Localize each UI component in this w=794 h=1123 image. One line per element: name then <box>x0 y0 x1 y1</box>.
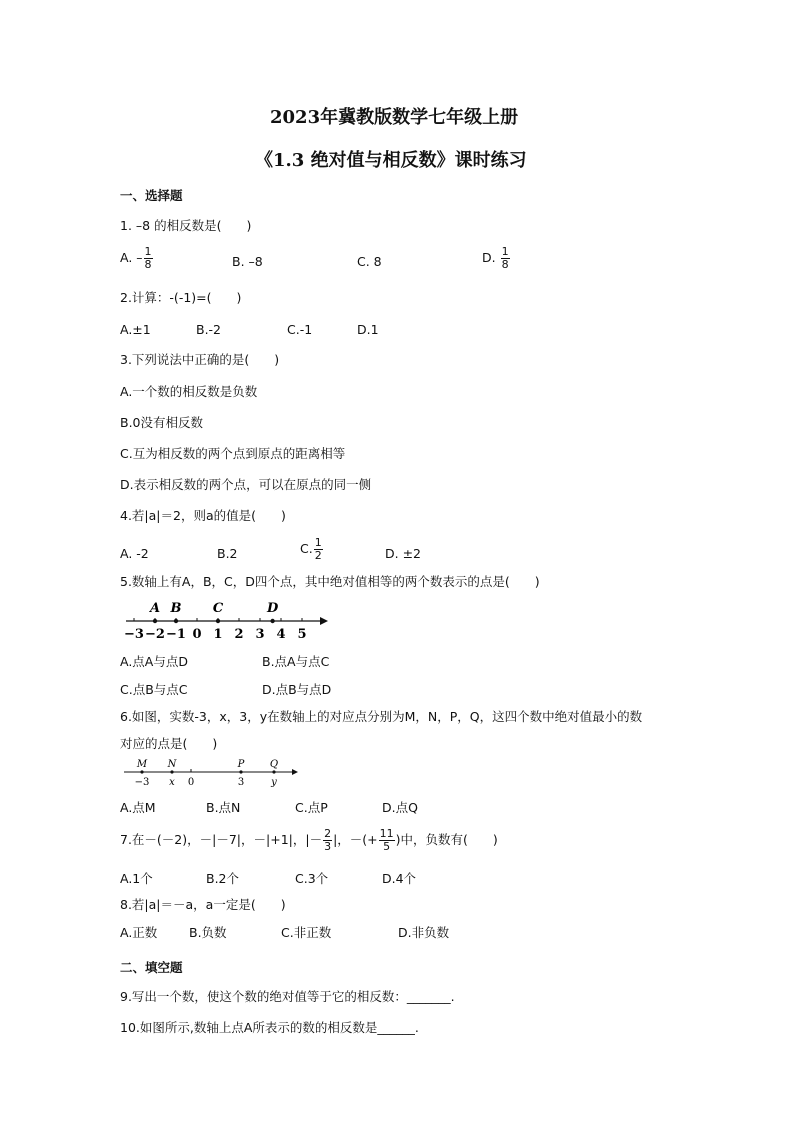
point-label: B <box>170 601 182 616</box>
q3-option-a: A.一个数的相反数是负数 <box>120 384 258 399</box>
q7-stem-end: )中，负数有( ) <box>395 832 498 847</box>
q1-option-d <box>482 246 511 271</box>
q2-option-b: B.-2 <box>196 322 222 337</box>
q1-option-a-fraction <box>144 246 153 271</box>
point-label: A <box>149 601 161 616</box>
section-fill-heading: 二、填空题 <box>120 960 183 975</box>
q5-option-d: D.点B与点D <box>262 682 332 697</box>
q3-option-b: B.0没有相反数 <box>120 415 204 430</box>
fraction-numerator: 1 <box>144 245 152 258</box>
q4-stem: 4.若|a|＝2，则a的值是( ) <box>120 508 286 523</box>
point-marker <box>153 619 157 623</box>
tick-label: 5 <box>297 627 307 642</box>
fraction-numerator: 1 <box>501 245 509 258</box>
point-label: C <box>212 601 224 616</box>
q3-option-c: C.互为相反数的两个点到原点的距离相等 <box>120 446 346 461</box>
section-choice-heading: 一、选择题 <box>120 188 183 203</box>
q7-fraction-two-thirds <box>323 828 332 853</box>
tick-label: 3 <box>255 627 265 642</box>
point-marker <box>239 770 242 773</box>
tick-label: 0 <box>192 627 202 642</box>
fraction-numerator: 11 <box>379 827 394 840</box>
point-label: N <box>167 759 177 770</box>
q2-option-c: C.-1 <box>287 322 313 337</box>
q1-stem: 1. –8 的相反数是( ) <box>120 218 252 233</box>
fraction-denominator: 3 <box>324 840 332 853</box>
point-marker <box>170 770 173 773</box>
q1-option-a-label: A. – <box>120 250 143 265</box>
q8-option-b: B.负数 <box>189 925 227 940</box>
q1-option-c: C. 8 <box>357 254 382 269</box>
point-label: D <box>266 601 279 616</box>
point-label: Q <box>269 759 279 770</box>
point-label: P <box>237 759 245 770</box>
point-marker <box>270 619 274 623</box>
tick-label: −3 <box>124 627 144 642</box>
value-label: −3 <box>134 777 150 788</box>
q10-stem: 10.如图所示,数轴上点A所表示的数的相反数是______. <box>120 1020 419 1035</box>
q4-option-b: B.2 <box>217 546 238 561</box>
q7-option-b: B.2个 <box>206 871 240 886</box>
fraction-denominator: 8 <box>144 258 152 271</box>
q7-stem <box>120 828 498 853</box>
tick-label: 4 <box>276 627 286 642</box>
point-marker <box>216 619 220 623</box>
q3-stem: 3.下列说法中正确的是( ) <box>120 352 280 367</box>
q4-option-d: D. ±2 <box>385 546 421 561</box>
tick-label: −1 <box>166 627 186 642</box>
q8-option-c: C.非正数 <box>281 925 332 940</box>
value-label: x <box>169 777 175 788</box>
fraction-denominator: 2 <box>314 549 322 562</box>
q7-option-d: D.4个 <box>382 871 417 886</box>
q1-option-d-label: D. <box>482 250 500 265</box>
q6-stem-line-2: 对应的点是( ) <box>120 736 218 751</box>
value-label: y <box>271 777 277 788</box>
q8-stem: 8.若|a|＝－a，a一定是( ) <box>120 897 286 912</box>
tick-label: 1 <box>213 627 223 642</box>
arrow-head-icon <box>292 769 298 775</box>
q4-option-c-fraction <box>314 537 323 562</box>
q6-stem-line-1: 6.如图，实数-3，x，3，y在数轴上的对应点分别为M，N，P，Q，这四个数中绝对值最小的数 <box>120 709 643 724</box>
tick-label: −2 <box>145 627 165 642</box>
q8-option-a: A.正数 <box>120 925 158 940</box>
value-label: 3 <box>237 777 245 788</box>
q7-fraction-eleven-fifths <box>379 828 395 853</box>
q7-option-c: C.3个 <box>295 871 329 886</box>
q5-stem: 5.数轴上有A，B，C，D四个点，其中绝对值相等的两个数表示的点是( ) <box>120 574 540 589</box>
fraction-numerator: 1 <box>314 536 322 549</box>
q6-option-b: B.点N <box>206 800 241 815</box>
fraction-denominator: 5 <box>383 840 391 853</box>
q4-option-c-label: C. <box>300 541 313 556</box>
q5-option-c: C.点B与点C <box>120 682 188 697</box>
point-marker <box>140 770 143 773</box>
q3-option-d: D.表示相反数的两个点，可以在原点的同一侧 <box>120 477 372 492</box>
q4-option-c <box>300 537 324 562</box>
q6-option-c: C.点P <box>295 800 328 815</box>
q2-stem: 2.计算：-(-1)=( ) <box>120 290 242 305</box>
point-label: M <box>136 759 148 770</box>
tick-label: 2 <box>234 627 244 642</box>
q6-option-d: D.点Q <box>382 800 418 815</box>
q9-stem: 9.写出一个数，使这个数的绝对值等于它的相反数：_______. <box>120 989 455 1004</box>
q1-option-d-fraction <box>501 246 510 271</box>
q2-option-a: A.±1 <box>120 322 151 337</box>
q1-option-a <box>120 246 154 271</box>
point-marker <box>174 619 178 623</box>
q1-option-b: B. –8 <box>232 254 263 269</box>
q5-option-b: B.点A与点C <box>262 654 330 669</box>
value-label: 0 <box>187 777 195 788</box>
point-marker <box>272 770 275 773</box>
q7-stem-mid: |，－(+ <box>333 832 378 847</box>
arrow-head-icon <box>320 617 328 625</box>
q2-option-d: D.1 <box>357 322 379 337</box>
q5-number-line <box>120 600 330 642</box>
q5-option-a: A.点A与点D <box>120 654 188 669</box>
q7-stem-start: 7.在－(－2)，－|－7|，－|+1|，|－ <box>120 832 323 847</box>
fraction-denominator: 8 <box>501 258 509 271</box>
title-line-1: 2023年冀教版数学七年级上册 <box>270 107 519 128</box>
q7-option-a: A.1个 <box>120 871 153 886</box>
q4-option-a: A. -2 <box>120 546 149 561</box>
q6-number-line <box>120 757 310 789</box>
title-line-2: 《1.3 绝对值与相反数》课时练习 <box>255 150 527 171</box>
q6-option-a: A.点M <box>120 800 156 815</box>
fraction-numerator: 2 <box>324 827 332 840</box>
q8-option-d: D.非负数 <box>398 925 450 940</box>
